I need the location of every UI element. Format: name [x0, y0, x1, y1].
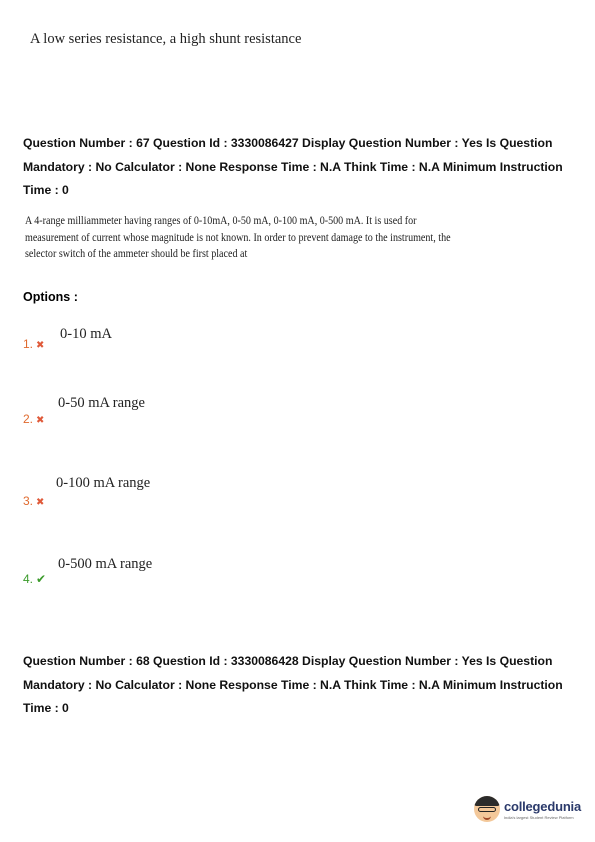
option-4-number [23, 572, 46, 586]
option-1-index: 1. [23, 337, 34, 351]
option-4-text: 0-500 mA range [58, 556, 153, 572]
question-67-text: A 4-range milliammeter having ranges of 0-10mA, 0-50 mA, 0-100 mA, 0-500 mA. It is used for measurement of current whose magnitude is not known. In order to prevent damage to the instrument, the selector switch of the ammeter should be first placed at [25, 215, 451, 260]
logo-tagline: India's largest Student Review Platform [503, 814, 574, 820]
checkmark-icon: ✔ [36, 572, 47, 586]
collegedunia-logo [474, 796, 581, 822]
question-67-meta: Question Number : 67 Question Id : 3330086427 Display Question Number : Yes Is Question Mandatory : No Calculator : None Response Time : N.A Think Time : N.A Minimum Instruction Time : 0 [23, 136, 563, 197]
option-2-text: 0-50 mA range [58, 395, 145, 411]
option-4-index: 4. [23, 572, 34, 586]
cross-icon: ✖ [36, 415, 45, 426]
logo-name: collegedunia [503, 798, 581, 814]
mascot-face-icon [474, 796, 500, 822]
option-1-text: 0-10 mA [60, 326, 112, 342]
option-3-number [23, 494, 44, 508]
question-68-meta: Question Number : 68 Question Id : 3330086428 Display Question Number : Yes Is Question Mandatory : No Calculator : None Response Time : N.A Think Time : N.A Minimum Instruction Time : 0 [23, 654, 563, 715]
option-3-text: 0-100 mA range [56, 475, 151, 491]
options-label: Options : [23, 290, 78, 304]
option-2-index: 2. [23, 412, 34, 426]
cross-icon: ✖ [36, 497, 45, 508]
option-1-number [23, 337, 44, 351]
cross-icon: ✖ [36, 340, 45, 351]
option-3-index: 3. [23, 494, 34, 508]
option-2-number [23, 412, 44, 426]
previous-answer-text: A low series resistance, a high shunt resistance [30, 31, 302, 47]
